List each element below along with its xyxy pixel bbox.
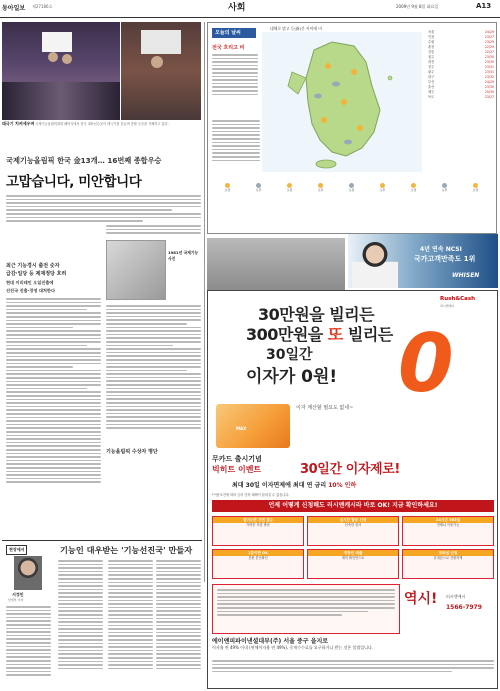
ad-service-card: [307, 516, 399, 546]
ad-line4: 이자가 0원!: [246, 367, 338, 387]
ad-service-text: 언제나 이용가능: [436, 523, 460, 527]
ad-model-figure: [352, 240, 398, 288]
ad-event-intro: 무카드 출시기념: [212, 455, 262, 463]
ad-service-title: 1분이면 OK: [213, 550, 303, 556]
region-name: 서울: [428, 30, 435, 34]
regional-temperature-list: [428, 30, 494, 100]
ad-footer-notice: 이자율 연 49% 이내 (연체이자율 연 49%), 중개수수료를 요구하거나 받는 것은 불법입니다.: [212, 645, 374, 650]
main-photo: [2, 22, 120, 120]
weather-map-title: 대체로 맑고 등(新)간 사이에 비: [270, 26, 322, 31]
ad-service-text: 가까운 지점 방문: [246, 523, 270, 527]
archive-photo: [106, 240, 166, 300]
region-name: 청주: [428, 55, 435, 59]
forecast-cell: [398, 183, 429, 195]
region-temperature: 23/30: [484, 85, 494, 89]
region-temperature: 24/29: [484, 80, 494, 84]
ad-service-card: [402, 516, 494, 546]
region-name: 울산: [428, 85, 435, 89]
ad-big-zero: 0: [398, 317, 454, 410]
forecast-cell: [305, 183, 336, 195]
sun-icon: [325, 63, 331, 69]
ad-phone-number[interactable]: 1566-7979: [446, 604, 482, 611]
ad-line1: 30만원을 빌리든: [258, 305, 375, 324]
region-temperature: 23/32: [484, 75, 494, 79]
ad-service-title: 직장인 대출: [308, 550, 398, 556]
ad-rate-text: [232, 480, 356, 489]
forecast-label: 오후: [317, 188, 324, 192]
crowd-shape: [2, 82, 120, 120]
ad-line2: [246, 322, 393, 345]
region-temperature: 23/30: [484, 60, 494, 64]
article-body-column: [6, 298, 101, 483]
forecast-label: 오후: [255, 188, 262, 192]
forecast-cell: [274, 183, 305, 195]
page-number: A13: [476, 2, 492, 10]
article-lead-text: [6, 195, 201, 222]
forecast-cell: [243, 183, 274, 195]
region-temperature: 23/30: [484, 55, 494, 59]
jeju-island-shape: [316, 160, 336, 168]
article-subhead: 현대 이리테인 오일진출에: [6, 280, 54, 285]
ad-service-card: [307, 549, 399, 579]
region-temperature: 24/29: [484, 30, 494, 34]
ad-cta-banner[interactable]: 언제 어떻게 신청해도 러시앤캐시라 바로 OK! 지금 확인하세요!: [212, 500, 494, 512]
ad-service-title: 걸어오면 간편 접수: [213, 517, 303, 523]
regional-temperature-row: [428, 95, 494, 100]
region-name: 춘천: [428, 45, 435, 49]
ad-line2-part: 빌리든: [342, 325, 393, 344]
issue-date: 2009년 9월 8일 화요일: [396, 4, 439, 9]
ad-service-title: 모바일 신청: [403, 550, 493, 556]
author-portrait: [14, 556, 42, 590]
flag-shape: [42, 32, 72, 52]
article-subhead: 선진국 진출·경영 대처한다: [6, 288, 56, 293]
forecast-cell: [336, 183, 367, 195]
whisen-logo: WHISEN: [452, 272, 480, 279]
opinion-body-column: [6, 606, 51, 676]
ad-service-title: 실시간 할부 신청: [308, 517, 398, 523]
article-headline: 고맙습니다, 미안합니다: [6, 174, 142, 190]
ad-service-title: 24시간 365일: [403, 517, 493, 523]
person-shape: [48, 52, 58, 62]
weather-table: [212, 120, 260, 161]
forecast-cell: [460, 183, 491, 195]
region-temperature: 23/31: [484, 65, 494, 69]
forecast-cell: [212, 183, 243, 195]
winner-list-title: 기능올림픽 수상자 명단: [106, 449, 158, 455]
region-temperature: 22/29: [484, 45, 494, 49]
forecast-label: 오전: [472, 188, 479, 192]
card-label: MAX: [236, 426, 247, 431]
opinion-tag: 현장에서: [6, 545, 27, 555]
ad-event-headline: 30일간 이자제로!: [300, 462, 400, 477]
ad-service-card: [212, 516, 304, 546]
sun-icon: [341, 99, 347, 105]
ad-rate-part: 최대 30일 이자면제에 최대 연 금리: [232, 482, 329, 489]
ad-line2-highlight: 또: [327, 325, 343, 344]
forecast-cell: [367, 183, 398, 195]
forecast-label: 오후: [379, 188, 386, 192]
region-temperature: 23/27: [484, 35, 494, 39]
ad-event-name: 빅히트 이벤트: [212, 465, 262, 474]
newspaper-name: 동아일보: [2, 5, 26, 12]
region-temperature: 23/31: [484, 70, 494, 74]
region-name: 제주: [428, 90, 435, 94]
weekly-forecast: [212, 176, 494, 230]
region-name: 대전: [428, 60, 435, 64]
forecast-label: 오전: [410, 188, 417, 192]
cloud-icon: [314, 94, 322, 99]
credit-card-image: [216, 404, 290, 448]
author-name: 서정민: [12, 592, 24, 597]
forecast-label: 오전: [286, 188, 293, 192]
forecast-label: 오전: [224, 188, 231, 192]
ulleungdo-shape: [388, 76, 392, 80]
ad-footer-company: 에이앤피파이낸셜대부(주) 서울 중구 을지로: [212, 638, 329, 645]
whisen-ad-line1: 4년 연속 NCSI: [420, 246, 462, 253]
ad-brand-logo: Rush&Cash: [440, 296, 476, 302]
weather-headline: 전국 흐리고 비: [212, 45, 245, 51]
opinion-body-column: [108, 560, 153, 669]
opinion-title: 기능인 대우받는 '기능선진국' 만들자: [60, 545, 193, 555]
region-name: 부산: [428, 80, 435, 84]
region-name: 대구: [428, 75, 435, 79]
ad-info-box: [212, 584, 400, 634]
sun-icon: [357, 125, 363, 131]
photo-caption-label: 태극기 치켜세우며: [2, 121, 35, 126]
photo-caption: [2, 122, 202, 126]
region-temperature: 22/27: [484, 50, 494, 54]
region-name: 전주: [428, 65, 435, 69]
sun-icon: [321, 117, 327, 123]
ad-footer: [212, 636, 494, 651]
ad-service-grid: [212, 516, 494, 580]
ad-slogan-brand: 러시앤캐시: [446, 594, 466, 599]
ad-line3: 30일간: [266, 347, 313, 363]
weather-body: [212, 54, 258, 95]
forecast-label: 오전: [348, 188, 355, 192]
ad-line2-part: 300만원을: [246, 325, 328, 344]
opinion-body-column: [156, 560, 201, 669]
ad-fineprint: *이용조건에 따라 금리 인하 혜택이 달라질 수 있습니다.: [212, 493, 290, 497]
whisen-ad-line2: 국가고객만족도 1위: [414, 255, 476, 263]
region-temperature: 25/30: [484, 90, 494, 94]
region-temperature: 23/27: [484, 95, 494, 99]
ad-slogan: 역시!: [404, 591, 438, 607]
section-title: 사회: [228, 3, 246, 13]
forecast-cell: [429, 183, 460, 195]
region-temperature: 23/29: [484, 40, 494, 44]
sun-icon: [351, 69, 357, 75]
archive-photo-caption: 1981년 국제기능 사진: [168, 250, 199, 261]
korea-weather-map: [262, 32, 422, 172]
ad-disclaimer: [212, 660, 494, 672]
person-shape: [151, 56, 163, 68]
issue-number: 제27186호: [32, 4, 53, 9]
author-role: 산업부 기자: [8, 598, 24, 602]
person-shape: [62, 54, 72, 64]
region-name: 인천: [428, 35, 435, 39]
region-name: 광주: [428, 70, 435, 74]
article-body-column: [106, 305, 201, 429]
column-divider: [204, 22, 205, 582]
ad-rate-highlight: 10% 인하: [328, 482, 357, 489]
secondary-photo: [121, 22, 201, 120]
ad-service-text: 휴대폰으로 간편하게: [433, 556, 463, 560]
weather-logo: 오늘의 날씨: [212, 28, 256, 38]
region-name: 수원: [428, 40, 435, 44]
forecast-label: 오후: [441, 188, 448, 192]
ad-service-text: 재직 확인만으로: [341, 556, 365, 560]
ad-calc-text: 이자 계산할 필요도 없네~: [296, 405, 354, 411]
ad-service-text: 간편 본인확인: [248, 556, 268, 560]
ad-service-card: [212, 549, 304, 579]
ad-brand-sub: 러시앤캐시: [440, 304, 455, 308]
article-body-column: [106, 225, 201, 234]
opinion-body-column: [58, 560, 103, 669]
region-name: 강릉: [428, 50, 435, 54]
flag-shape: [141, 30, 181, 54]
cloud-icon: [344, 140, 352, 145]
ad-service-card: [402, 549, 494, 579]
article-subhead: 급감·일당 등 제재정당 흐려: [6, 271, 67, 277]
photo-caption-text: 국제기능올림픽대회 폐막식에서 한국 대표선수들이 태극기를 흔들며 종합 우승을 기뻐하고 있다.: [35, 122, 169, 126]
article-kicker: 국제기능올림픽 한국 金13개… 16번째 종합우승: [6, 156, 162, 165]
ad-service-text: 신속한 심사: [344, 523, 362, 527]
cloud-icon: [332, 82, 340, 87]
region-name: 독도: [428, 95, 435, 99]
article-subhead: 최근 기능경시 출전 숫자: [6, 263, 60, 269]
